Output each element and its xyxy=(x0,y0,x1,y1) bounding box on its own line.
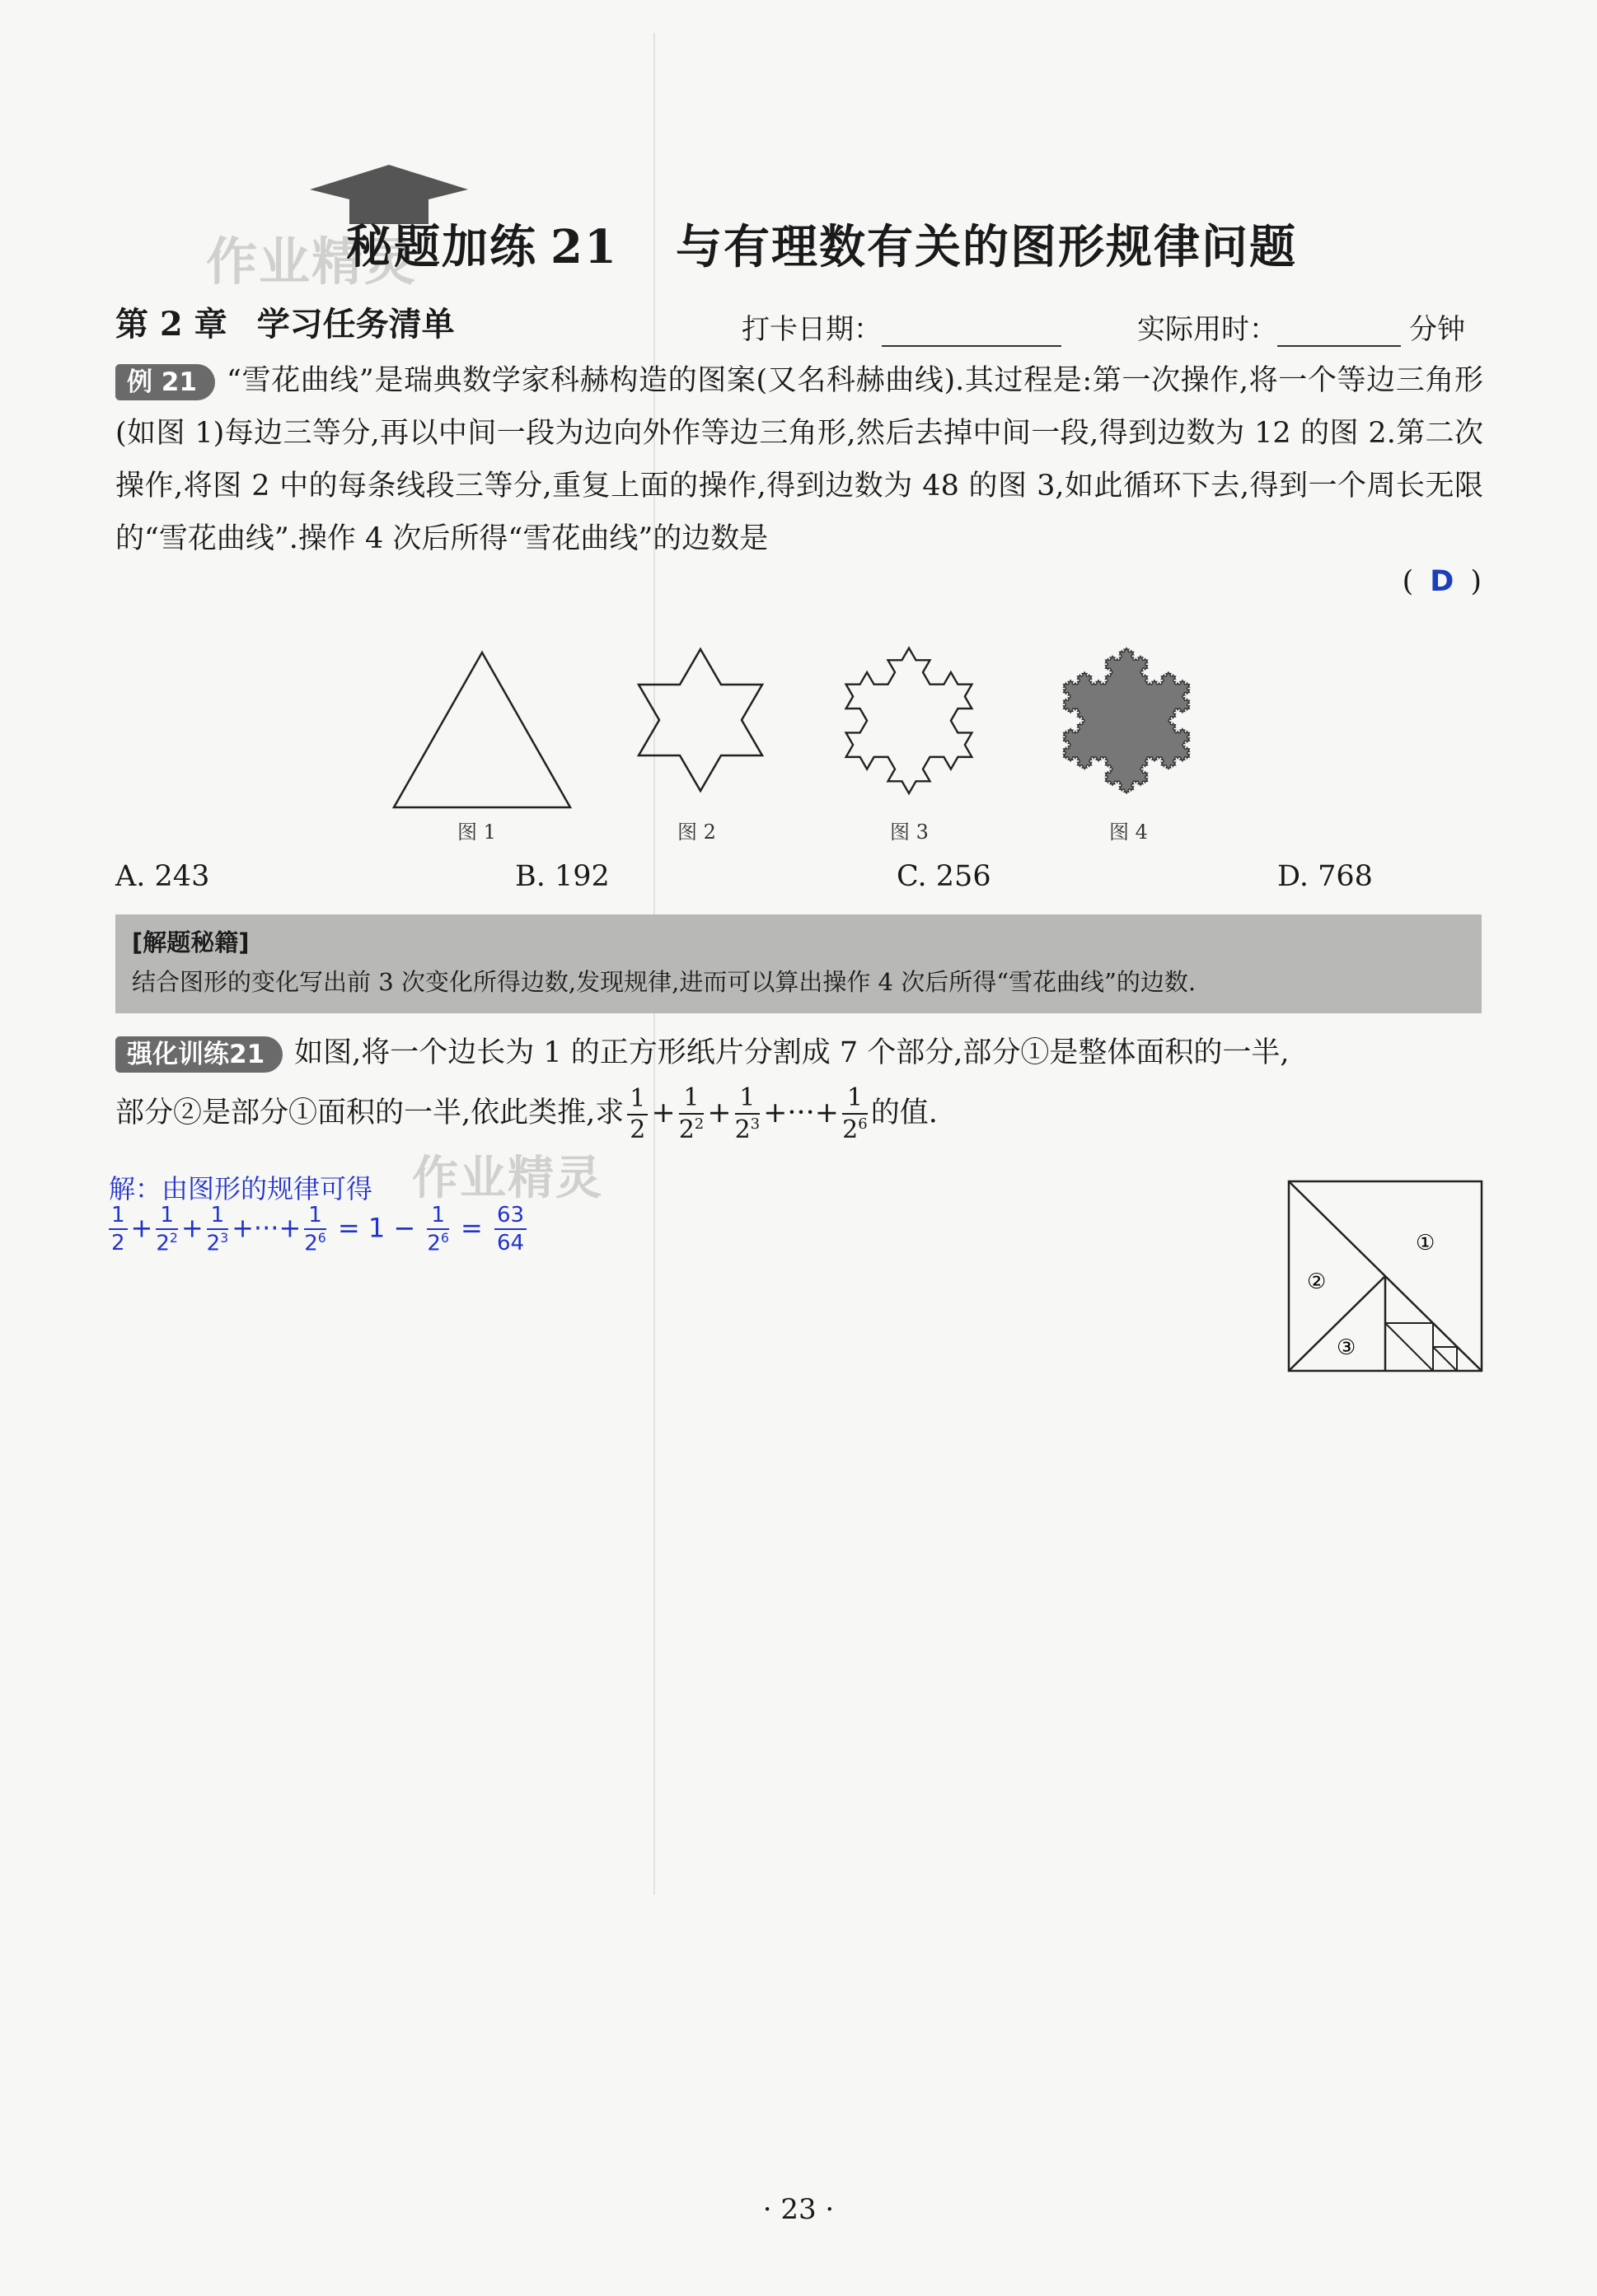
tips-title: [解题秘籍] xyxy=(132,928,250,956)
region-2-label: ② xyxy=(1307,1270,1327,1294)
answer-letter: D xyxy=(1430,565,1454,598)
example-text: “雪花曲线”是瑞典数学家科赫构造的图案(又名科赫曲线).其过程是:第一次操作,将一个等边三角形(如图 1)每边三等分,再以中间一段为边向外作等边三角形,然后去掉中间一段,得到边数为 12 的图 2.第二次操作,将图 2 中的每条线段三等分,重复上面的操作,得到边数为 48 的图 3,如此循环下去,得到一个周长无限的“雪花曲线”.操作 4 次后所得“雪花曲线”的边数是 xyxy=(115,364,1483,555)
training-badge: 强化训练21 xyxy=(115,1036,283,1073)
choice-c: C. 256 xyxy=(897,860,991,893)
figure-4-snowflake xyxy=(1032,618,1221,816)
square-partition-figure xyxy=(1287,1180,1485,1374)
solution-intro: 解：由图形的规律可得 xyxy=(109,1173,373,1204)
solution-equation: $\frac{1}{2}$ + $\frac{1}{2^2}$ + $\frac{1}{2^3}$ +···+ $\frac{1}{2^6}$ = 1 − $\frac{1}{2^6}$ = $\frac{63}{64}$ xyxy=(105,1204,530,1255)
choice-a: A. 243 xyxy=(115,860,210,893)
page-title: 秘题加练 21 与有理数有关的图形规律问题 xyxy=(346,220,1297,274)
example-badge: 例 21 xyxy=(115,364,215,400)
solution-tips-box xyxy=(115,914,1482,1013)
time-used-field: 实际用时： 分钟 xyxy=(1137,313,1465,346)
figure-1-caption: 图 1 xyxy=(457,821,496,844)
chapter-label: 第 2 章 xyxy=(115,305,227,344)
example-answer: ( D ) xyxy=(1402,565,1482,598)
region-1-label: ① xyxy=(1416,1231,1435,1256)
figure-4-caption: 图 4 xyxy=(1109,821,1148,844)
figure-1-triangle xyxy=(379,634,585,816)
tips-text: 结合图形的变化写出前 3 次变化所得边数,发现规律,进而可以算出操作 4 次后所得“雪花曲线”的边数. xyxy=(132,968,1197,996)
watermark: 作业精灵 xyxy=(412,1152,603,1205)
figure-3-snowflake xyxy=(814,618,1004,816)
checkin-date-field: 打卡日期： xyxy=(742,306,1061,347)
figure-2-caption: 图 2 xyxy=(677,821,716,844)
training-question-line1: 强化训练21 如图,将一个边长为 1 的正方形纸片分割成 7 个部分,部分①是整体面积的一半, xyxy=(115,1026,1483,1079)
watermark: 作业精灵 xyxy=(206,231,418,292)
figure-3-caption: 图 3 xyxy=(890,821,929,844)
page-number: · 23 · xyxy=(762,2193,835,2226)
chapter-name: 学习任务清单 xyxy=(256,305,455,344)
choice-d: D. 768 xyxy=(1277,860,1373,893)
training-question-line2: 部分②是部分①面积的一半,依此类推,求 $\frac{1}{2}$ + $\frac{1}{2^2}$ + $\frac{1}{2^3}$ +···+ $\frac{1}{2^6}$ 的值. xyxy=(115,1083,938,1144)
region-3-label: ③ xyxy=(1337,1335,1356,1360)
figure-2-star xyxy=(610,634,791,816)
choice-b: B. 192 xyxy=(515,860,610,893)
chapter-heading xyxy=(115,298,455,345)
example-question xyxy=(115,354,1483,565)
